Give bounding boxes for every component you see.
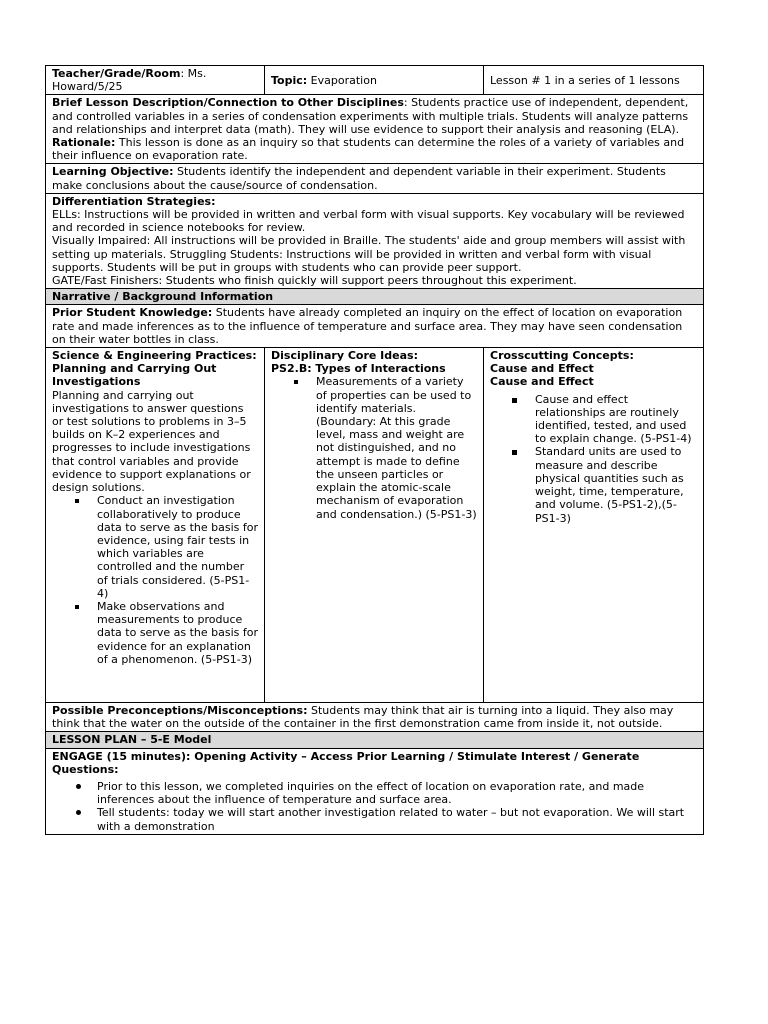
list-item: Prior to this lesson, we completed inquiries on the effect of location on evaporation rate, and made inferences about the influence of temperature and surface area. (52, 780, 697, 806)
objective-row (46, 164, 704, 193)
engage-row (46, 748, 704, 834)
science-practices-cell (46, 348, 265, 703)
teacher-label: Teacher/Grade/Room (52, 67, 181, 80)
lesson-cell (484, 66, 704, 95)
rationale (52, 136, 697, 162)
science-practices-text: Planning and carrying out investigations to answer questions or test solutions to problems in 3–5 builds on K–2 experiences and progresses to include investigations that control variables and provide evidence to support explanations or design solutions. (52, 388, 251, 495)
prior-knowledge-row (46, 305, 704, 348)
objective-text: Students identify the independent and dependent variable in their experiment. Students make conclusions about the cause/source of condensation. (52, 165, 666, 192)
list-item: Conduct an investigation collaboratively to produce data to serve as the basis for evidence, using fair tests in which variables are controlled and the number of trials considered. (5-PS1-4) (52, 494, 258, 600)
misconceptions-text: Students may think that air is turning into a liquid. They also may think that the water on the outside of the container in the first demonstration came from inside it, not outside. (52, 704, 674, 731)
core-ideas-subtitle: PS2.B: Types of Interactions (271, 362, 446, 376)
brief-cell (46, 95, 704, 164)
lesson-plan-table (45, 65, 704, 835)
topic-value: Evaporation (307, 73, 377, 87)
narrative-header-row (46, 289, 704, 305)
objective-label: Learning Objective: (52, 165, 174, 179)
lesson-number: Lesson # 1 in a series of 1 lessons (490, 73, 680, 87)
engage-title: ENGAGE (15 minutes): Opening Activity – Access Prior Learning / Stimulate Interest / Generate Questions: (52, 749, 640, 776)
list-item: Cause and effect relationships are routinely identified, tested, and used to explain change. (5-PS1-4) (490, 393, 697, 446)
header-row (46, 66, 704, 95)
teacher-value: : Ms. Howard/5/25 (52, 67, 207, 94)
engage-list (52, 780, 697, 833)
brief-label: Brief Lesson Description/Connection to Other Disciplines (52, 96, 404, 110)
rationale-text: This lesson is done as an inquiry so that students can determine the roles of a variety of variables and their influence on evaporation rate. (52, 136, 685, 163)
lesson-plan-header-row (46, 732, 704, 748)
differentiation-label: Differentiation Strategies: (52, 194, 216, 208)
science-practices-subtitle: Planning and Carrying Out Investigations (52, 362, 217, 389)
crosscutting-title: Crosscutting Concepts: (490, 349, 634, 363)
crosscutting-list (490, 393, 697, 525)
misconceptions-cell (46, 703, 704, 732)
objective-cell (46, 164, 704, 193)
differentiation-ells: ELLs: Instructions will be provided in written and verbal form with visual supports. Key vocabulary will be reviewed and recorded in science notebooks for review. (52, 208, 685, 235)
differentiation-row (46, 193, 704, 288)
crosscutting-cell (484, 348, 704, 703)
core-ideas-list (271, 375, 477, 520)
brief-text: : Students practice use of independent, dependent, and controlled variables in a series of condensation experiments with multiple trials. Students will analyze patterns and relationships and interpret data (math). They will use evidence to support their analysis and reasoning (ELA). (52, 96, 689, 136)
science-practices-list (52, 494, 258, 666)
brief-row (46, 95, 704, 164)
core-ideas-cell (265, 348, 484, 703)
standards-row (46, 348, 704, 703)
lesson-plan-header: LESSON PLAN – 5-E Model (46, 732, 704, 748)
differentiation-cell (46, 193, 704, 288)
topic-label: Topic: (271, 73, 308, 87)
differentiation-visually-impaired: Visually Impaired: All instructions will be provided in Braille. The students' aide and group members will assist with setting up materials. Struggling Students: Instructions will be provided in written and verbal form with visual supports. Students will be put in groups with students who can provide peer support. (52, 234, 686, 274)
misconceptions-label: Possible Preconceptions/Misconceptions: (52, 704, 308, 718)
rationale-label: Rationale: (52, 136, 116, 150)
crosscutting-subtitle: Cause and Effect (490, 362, 594, 376)
science-practices-title: Science & Engineering Practices: (52, 349, 257, 363)
list-item: Standard units are used to measure and describe physical quantities such as weight, time, temperature, and volume. (5-PS1-2),(5-PS1-3) (490, 445, 697, 524)
topic-cell (265, 66, 484, 95)
brief-description (52, 96, 697, 136)
engage-cell (46, 748, 704, 834)
list-item: Tell students: today we will start another investigation related to water – but not evaporation. We will start with a demonstration (52, 806, 697, 832)
list-item: Measurements of a variety of properties can be used to identify materials. (Boundary: At this grade level, mass and weight are not distinguished, and no attempt is made to define the unseen particles or explain the atomic-scale mechanism of evaporation and condensation.) (5-PS1-3) (271, 375, 477, 520)
prior-knowledge-label: Prior Student Knowledge: (52, 306, 213, 320)
prior-knowledge-text: Students have already completed an inquiry on the effect of location on evaporation rate and made inferences as to the influence of temperature and surface area. They may have seen condensation on their water bottles in class. (52, 306, 683, 346)
teacher-cell (46, 66, 265, 95)
crosscutting-subtitle-repeat: Cause and Effect (490, 375, 594, 389)
prior-knowledge-cell (46, 305, 704, 348)
list-item: Make observations and measurements to produce data to serve as the basis for evidence for an explanation of a phenomenon. (5-PS1-3) (52, 600, 258, 666)
misconceptions-row (46, 703, 704, 732)
core-ideas-title: Disciplinary Core Ideas: (271, 349, 418, 363)
narrative-header: Narrative / Background Information (46, 289, 704, 305)
differentiation-gate: GATE/Fast Finishers: Students who finish quickly will support peers throughout this experiment. (52, 274, 577, 288)
